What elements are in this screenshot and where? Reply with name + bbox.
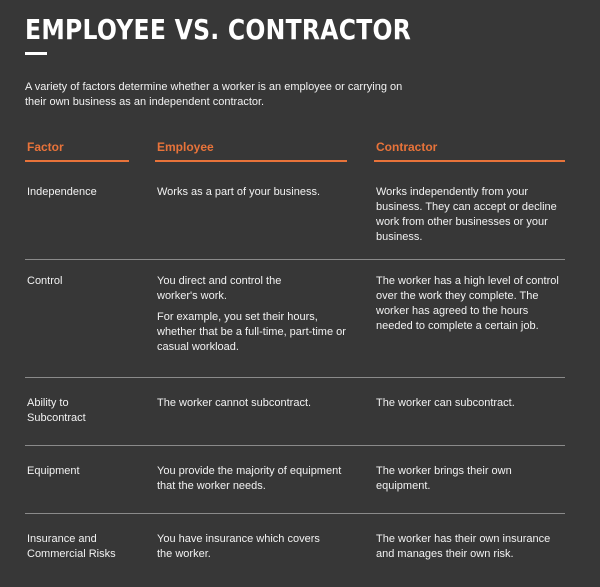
row-divider <box>25 513 565 514</box>
factor-cell: Ability to Subcontract <box>27 397 86 424</box>
employee-cell <box>157 464 357 494</box>
contractor-cell <box>376 185 561 245</box>
contractor-cell-text: The worker brings their own equipment. <box>376 465 512 492</box>
employee-cell-text: You have insurance which covers the worker. <box>157 533 320 560</box>
row-divider <box>25 259 565 260</box>
title-underline <box>25 52 47 55</box>
page-title: EMPLOYEE VS. CONTRACTOR <box>25 13 412 46</box>
row-divider <box>25 445 565 446</box>
employee-cell-text: For example, you set their hours, whether that be a full-time, part-time or casual workload. <box>157 311 346 353</box>
employee-cell <box>157 396 357 411</box>
contractor-cell-text: The worker has their own insurance and manages their own risk. <box>376 533 551 560</box>
contractor-cell <box>376 274 561 334</box>
contractor-cell <box>376 396 561 411</box>
factor-cell: Control <box>27 275 63 287</box>
factor-cell: Insurance and Commercial Risks <box>27 533 116 560</box>
contractor-cell-text: The worker has a high level of control over the work they complete. The worker has agreed to the hours needed to complete a certain job. <box>376 275 559 332</box>
column-header-employee-rule <box>155 160 347 162</box>
column-header-contractor-rule <box>374 160 565 162</box>
employee-cell-text: You direct and control the worker's work. <box>157 275 282 302</box>
column-header-employee: Employee <box>157 140 214 154</box>
employee-cell <box>157 532 337 562</box>
contractor-cell <box>376 464 526 494</box>
employee-cell-text: You provide the majority of equipment that the worker needs. <box>157 465 342 492</box>
contractor-cell <box>376 532 561 562</box>
factor-cell: Independence <box>27 186 97 198</box>
employee-cell-text: Works as a part of your business. <box>157 186 321 198</box>
employee-cell <box>157 274 355 355</box>
column-header-contractor: Contractor <box>376 140 438 154</box>
column-header-factor-rule <box>25 160 129 162</box>
contractor-cell-text: The worker can subcontract. <box>376 397 515 409</box>
row-divider <box>25 377 565 378</box>
employee-cell <box>157 185 357 200</box>
employee-cell-text: The worker cannot subcontract. <box>157 397 312 409</box>
contractor-cell-text: Works independently from your business. They can accept or decline work from other businesses or your business. <box>376 186 557 243</box>
column-header-factor: Factor <box>27 140 64 154</box>
factor-cell: Equipment <box>27 465 80 477</box>
intro-text: A variety of factors determine whether a worker is an employee or carrying on their own business as an independent contractor. <box>25 81 403 108</box>
